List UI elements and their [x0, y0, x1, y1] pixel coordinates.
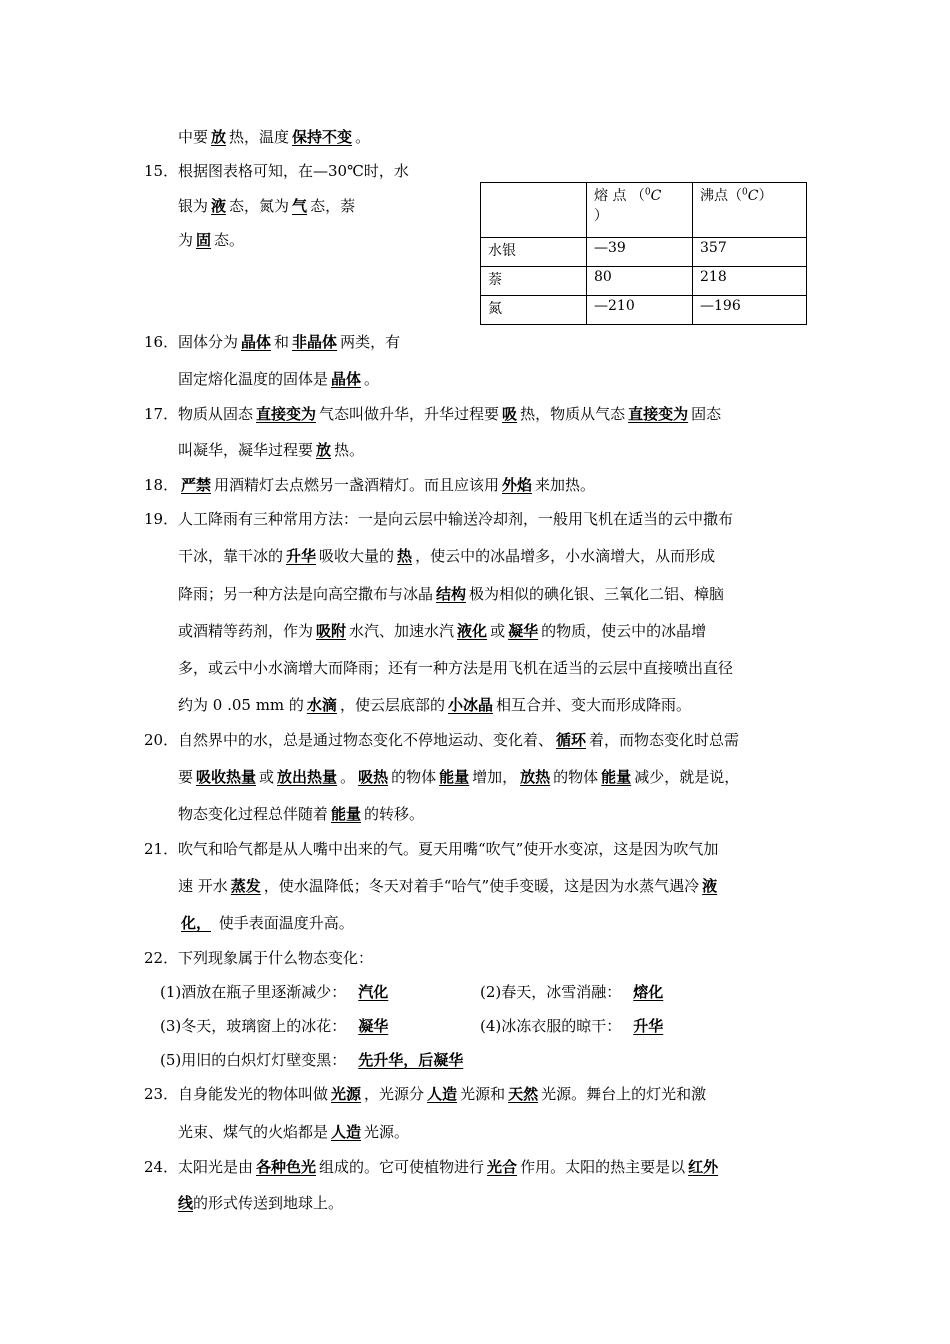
q21-line-1: 吹气和哈气都是从人嘴中出来的气。夏天用嘴“吹气”使开水变凉，这是因为吹气加	[178, 840, 719, 858]
answer: 非晶体	[292, 333, 338, 351]
table-cell: —39	[587, 238, 693, 267]
answer: 直接变为	[628, 405, 689, 423]
question-number: 17．	[144, 405, 179, 423]
q22-title: 下列现象属于什么物态变化：	[178, 949, 374, 967]
text: 为	[178, 231, 194, 249]
answer: 严禁	[181, 476, 212, 494]
q19-line-1: 人工降雨有三种常用方法：一是向云层中输送冷却剂，一般用飞机在适当的云中撒布	[178, 510, 734, 528]
text: 叫凝华，凝华过程要	[178, 441, 314, 459]
question-number: 21．	[144, 840, 179, 858]
answer: 放	[316, 441, 332, 459]
table-row	[481, 238, 807, 267]
table-row	[481, 296, 807, 325]
text: 中要	[178, 128, 209, 146]
melting-boiling-table	[480, 182, 807, 325]
answer: 放	[211, 128, 227, 146]
text: 用酒精灯去点燃另一盏酒精灯。而且应该用	[214, 476, 500, 494]
table-cell: 357	[693, 238, 807, 267]
q17-line-2	[178, 440, 364, 460]
table-cell	[481, 183, 587, 238]
text: 固定熔化温度的固体是	[178, 370, 329, 388]
text: 态。	[214, 231, 245, 249]
table-cell: 氮	[481, 296, 587, 325]
q22-item-3: (3)冬天，玻璃窗上的冰花： 凝华	[160, 1017, 389, 1035]
text: 。	[355, 128, 371, 146]
text: 。	[364, 370, 380, 388]
table-cell: 218	[693, 267, 807, 296]
answer: 吸	[502, 405, 518, 423]
q19-line-4: 或酒精等药剂，作为 吸附 水汽、加速水汽 液化 或 凝华 的物质，使云中的冰晶增	[178, 622, 707, 640]
q16-line-2	[178, 369, 379, 389]
q16-line-1	[178, 332, 400, 352]
text: 固体分为	[178, 333, 239, 351]
answer: 晶体	[241, 333, 272, 351]
q20-line-3: 物态变化过程总伴随着 能量 的转移。	[178, 805, 425, 823]
table-cell: 水银	[481, 238, 587, 267]
answer: 气	[292, 197, 308, 215]
q17-line-1	[178, 404, 721, 424]
q15-line-3	[178, 230, 244, 250]
answer: 直接变为	[256, 405, 317, 423]
text: 气态叫做升华，升华过程要	[319, 405, 500, 423]
text: 态，氮为	[229, 197, 290, 215]
table-cell: 80	[587, 267, 693, 296]
q24-line-2: 线的形式传送到地球上。	[178, 1194, 344, 1212]
q22-item-5: (5)用旧的白炽灯灯壁变黑： 先升华，后凝华	[160, 1051, 464, 1069]
q18-line-1	[178, 475, 595, 495]
question-number: 20．	[144, 731, 179, 749]
q15-line-1: 根据图表格可知，在—30℃时，水	[178, 162, 409, 180]
text: 物质从固态	[178, 405, 254, 423]
text: 热。	[334, 441, 365, 459]
table-cell: —196	[693, 296, 807, 325]
table-cell: 萘	[481, 267, 587, 296]
q14-line	[178, 127, 370, 147]
question-number: 22．	[144, 949, 179, 967]
table-header-boil: 沸点（$^0$C）	[693, 183, 807, 238]
question-number: 23．	[144, 1085, 179, 1103]
q23-line-1: 自身能发光的物体叫做 光源 ，光源分 人造 光源和 天然 光源。舞台上的灯光和激	[178, 1085, 707, 1103]
q20-line-2: 要 吸收热量 或 放出热量 。 吸热 的物体 能量 增加， 放热 的物体 能量 减少，就是说，	[178, 768, 740, 786]
q19-line-3: 降雨；另一种方法是向高空撒布与冰晶 结构 极为相似的碘化银、三氧化二铝、樟脑	[178, 585, 725, 603]
answer: 保持不变	[292, 128, 353, 146]
text: 态，萘	[310, 197, 356, 215]
text: 固态	[691, 405, 722, 423]
table-cell: —210	[587, 296, 693, 325]
q23-line-2: 光束、煤气的火焰都是 人造 光源。	[178, 1123, 410, 1141]
text: 热，物质从气态	[520, 405, 626, 423]
q21-line-2: 速 开水 蒸发 ，使水温降低；冬天对着手“哈气”使手变暖，这是因为水蒸气遇冷 液	[178, 877, 718, 895]
table-header-row	[481, 183, 807, 238]
question-number: 15．	[144, 162, 179, 180]
answer: 固	[196, 231, 212, 249]
q22-item-1: (1)酒放在瓶子里逐渐减少： 汽化	[160, 983, 389, 1001]
q19-line-6: 约为 0 .05 mm 的 水滴 ，使云层底部的 小冰晶 相互合并、变大而形成降雨。	[178, 696, 691, 714]
question-number: 24．	[144, 1158, 179, 1176]
table-header-melt: 熔 点 （$^0$C ）	[587, 183, 693, 238]
text: 和	[274, 333, 290, 351]
q15-line-2	[178, 196, 355, 216]
question-number: 16．	[144, 333, 179, 351]
answer: 晶体	[331, 370, 362, 388]
table-row	[481, 267, 807, 296]
text: 两类，有	[340, 333, 401, 351]
question-number: 19．	[144, 510, 179, 528]
answer: 外焰	[502, 476, 533, 494]
q22-item-4: (4)冰冻衣服的晾干： 升华	[480, 1017, 664, 1035]
q22-item-2: (2)春天，冰雪消融： 熔化	[480, 983, 664, 1001]
q19-line-2: 干冰，靠干冰的 升华 吸收大量的 热 ，使云中的冰晶增多，小水滴增大，从而形成	[178, 547, 716, 565]
text: 银为	[178, 197, 209, 215]
q21-line-3: 化， 使手表面温度升高。	[181, 914, 354, 932]
q20-line-1: 自然界中的水，总是通过物态变化不停地运动、变化着、 循环 着，而物态变化时总需	[178, 731, 740, 749]
text: 来加热。	[535, 476, 596, 494]
text: 热，温度	[229, 128, 290, 146]
q24-line-1: 太阳光是由 各种色光 组成的。它可使植物进行 光合 作用。太阳的热主要是以 红外	[178, 1158, 719, 1176]
answer: 液	[211, 197, 227, 215]
q19-line-5: 多，或云中小水滴增大而降雨；还有一种方法是用飞机在适当的云层中直接喷出直径	[178, 659, 734, 677]
question-number: 18．	[144, 476, 179, 494]
